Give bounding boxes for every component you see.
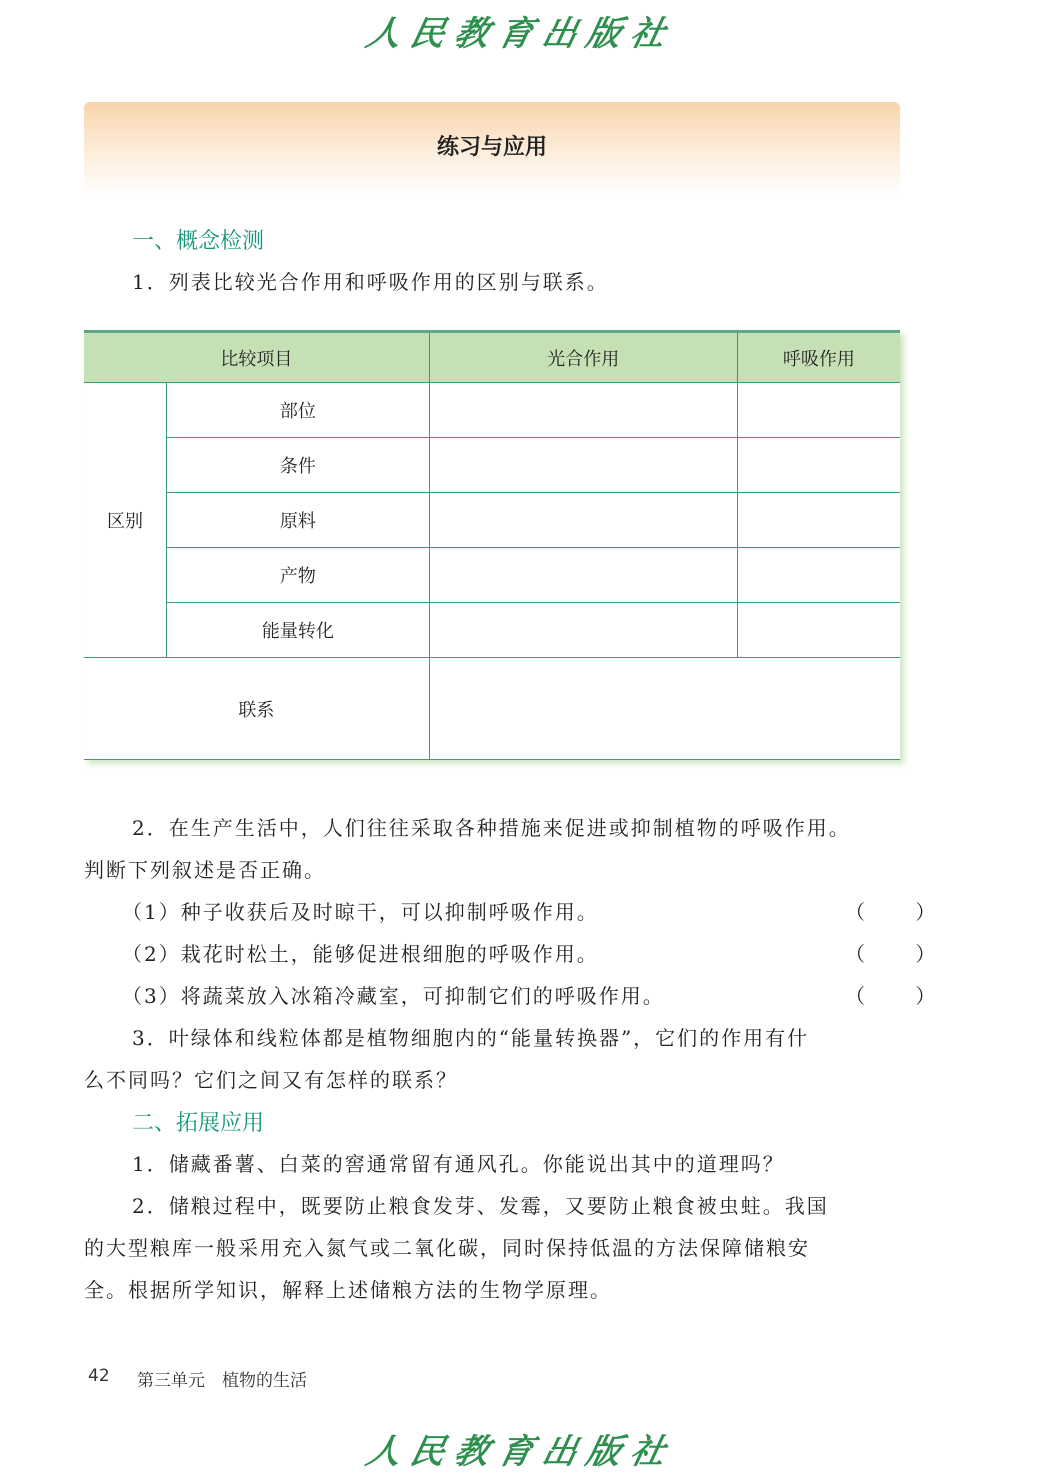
row-label: 原料 (167, 493, 430, 548)
answer-cell[interactable] (429, 383, 737, 438)
question-2: 2．在生产生活中，人们往往采取各种措施来促进或抑制植物的呼吸作用。 (132, 816, 851, 840)
answer-cell[interactable] (429, 658, 900, 760)
answer-cell[interactable] (429, 548, 737, 603)
page-number: 42 (88, 1366, 110, 1386)
exercise-banner (84, 102, 900, 197)
extension-question-1: 1．储藏番薯、白菜的窖通常留有通风孔。你能说出其中的道理吗？ (132, 1152, 785, 1176)
row-label: 能量转化 (167, 603, 430, 658)
answer-cell[interactable] (429, 438, 737, 493)
question-1: 1．列表比较光合作用和呼吸作用的区别与联系。 (132, 270, 609, 294)
statement-3: （3）将蔬菜放入冰箱冷藏室，可抑制它们的呼吸作用。 (122, 984, 665, 1008)
answer-cell[interactable] (429, 493, 737, 548)
table-header: 呼吸作用 (737, 332, 900, 383)
row-label: 部位 (167, 383, 430, 438)
answer-blank[interactable]: （ ） (845, 900, 958, 924)
statement-1: （1）种子收获后及时晾干，可以抑制呼吸作用。 (122, 900, 599, 924)
answer-cell[interactable] (737, 383, 900, 438)
answer-cell[interactable] (737, 548, 900, 603)
answer-cell[interactable] (429, 603, 737, 658)
question-3: 3．叶绿体和线粒体都是植物细胞内的“能量转换器”，它们的作用有什 (132, 1026, 810, 1050)
answer-blank[interactable]: （ ） (845, 984, 958, 1008)
group-label: 区别 (84, 383, 167, 658)
link-label: 联系 (84, 658, 429, 760)
extension-question-2-cont: 全。根据所学知识，解释上述储粮方法的生物学原理。 (84, 1278, 612, 1302)
section-heading-concepts: 一、概念检测 (132, 229, 265, 254)
unit-title: 第三单元 植物的生活 (137, 1371, 307, 1391)
statement-2: （2）栽花时松土，能够促进根细胞的呼吸作用。 (122, 942, 599, 966)
table-header: 光合作用 (429, 332, 737, 383)
question-2-cont: 判断下列叙述是否正确。 (84, 858, 326, 882)
extension-question-2: 2．储粮过程中，既要防止粮食发芽、发霉，又要防止粮食被虫蛀。我国 (132, 1194, 829, 1218)
answer-cell[interactable] (737, 603, 900, 658)
row-label: 条件 (167, 438, 430, 493)
question-3-cont: 么不同吗？它们之间又有怎样的联系？ (84, 1068, 458, 1092)
publisher-logo: 人民教育出版社 (362, 1432, 680, 1472)
row-label: 产物 (167, 548, 430, 603)
answer-cell[interactable] (737, 493, 900, 548)
table-header: 比较项目 (84, 332, 429, 383)
answer-blank[interactable]: （ ） (845, 942, 958, 966)
comparison-table (84, 330, 900, 760)
banner-title: 练习与应用 (436, 135, 547, 160)
answer-cell[interactable] (737, 438, 900, 493)
section-heading-extension: 二、拓展应用 (132, 1111, 265, 1136)
extension-question-2-cont: 的大型粮库一般采用充入氮气或二氧化碳，同时保持低温的方法保障储粮安 (84, 1236, 810, 1260)
publisher-logo: 人民教育出版社 (362, 14, 680, 54)
